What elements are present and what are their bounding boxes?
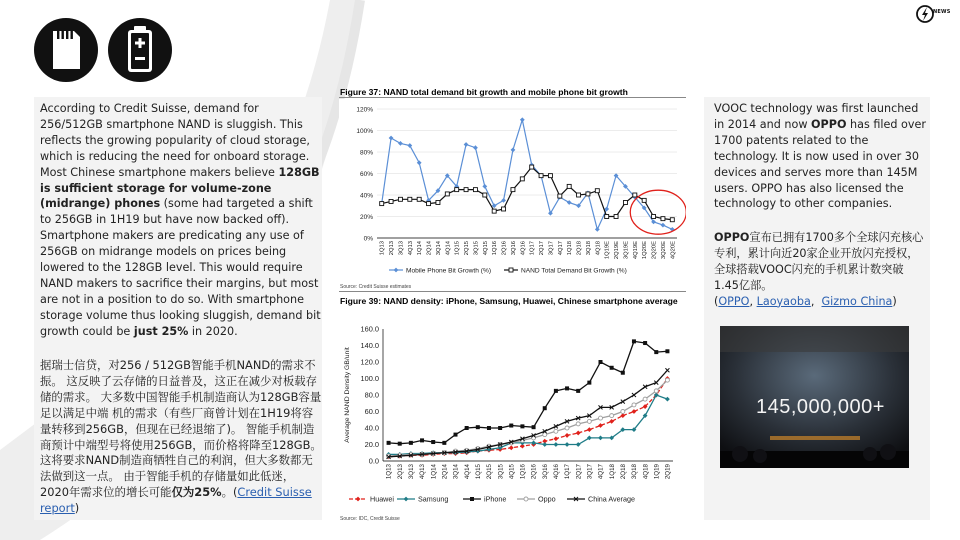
y-tick-label: 100.0 <box>360 374 379 383</box>
data-point <box>587 427 592 432</box>
legend-marker <box>524 497 528 501</box>
data-point <box>427 202 431 206</box>
x-tick-label: 4Q18 <box>642 464 650 480</box>
x-tick-label: 4Q16 <box>553 464 561 480</box>
data-point <box>565 442 570 447</box>
right-en-segment: has filed over 1700 patents related to the technology. It is now used in over 30 devices and serves more than 145M users. OPPO has also licensed the technology to other companies. <box>714 117 926 211</box>
x-tick-label: 2Q13 <box>389 241 396 256</box>
x-tick-label: 1Q19E <box>604 241 611 260</box>
data-point <box>548 211 553 216</box>
data-point <box>632 393 636 397</box>
data-point <box>554 429 558 433</box>
data-point <box>502 207 506 211</box>
data-point <box>542 442 547 447</box>
x-tick-label: 4Q15 <box>482 241 489 256</box>
figure-37-source: Source: Credit Suisse estimates <box>340 284 412 290</box>
series-line <box>389 379 668 457</box>
data-point <box>487 426 491 430</box>
x-tick-label: 3Q15 <box>497 464 505 480</box>
data-point <box>576 389 580 393</box>
left-en-segment: in 2020. <box>188 324 238 338</box>
legend-label: China Average <box>588 494 636 504</box>
series-line <box>389 370 668 457</box>
legend-marker <box>356 497 361 502</box>
data-point <box>520 424 524 428</box>
data-point <box>665 349 669 353</box>
data-point <box>621 410 625 414</box>
data-point <box>576 431 581 436</box>
data-point <box>454 433 458 437</box>
data-point <box>482 184 487 189</box>
data-point <box>543 406 547 410</box>
data-point <box>661 217 665 221</box>
x-tick-label: 2Q16 <box>501 241 508 256</box>
users-count-text: 145,000,000+ <box>756 396 885 418</box>
data-point <box>610 414 614 418</box>
x-tick-label: 1Q19 <box>653 464 661 480</box>
data-point <box>509 424 513 428</box>
y-tick-label: 140.0 <box>360 341 379 350</box>
data-point <box>595 227 600 232</box>
data-point <box>509 445 514 450</box>
data-point <box>455 188 459 192</box>
data-point <box>665 368 669 372</box>
data-point <box>398 442 402 446</box>
x-tick-label: 3Q15 <box>473 241 480 256</box>
y-axis-title: Average NAND Density GB/unit <box>344 347 351 443</box>
data-point <box>408 197 412 201</box>
data-point <box>436 201 440 205</box>
data-point <box>483 193 487 197</box>
left-en-segment: 128GB is sufficient storage for volume-zone (midrange) phones <box>40 165 320 211</box>
x-tick-label: 3Q16 <box>541 464 549 480</box>
right-zh-segment: 宣布已拥有1700多个全球闪充核心专利，累计向近20家企业开放闪充授权，全球搭载VOOC闪充的手机累计数突破1.45亿部。 <box>714 231 924 292</box>
x-tick-label: 3Q16 <box>510 241 517 256</box>
data-point <box>465 426 469 430</box>
left-en-segment: just 25% <box>133 324 189 338</box>
data-point <box>532 425 536 429</box>
data-point <box>652 215 656 219</box>
data-point <box>464 142 469 147</box>
right-chinese-text <box>714 231 923 292</box>
data-point <box>476 425 480 429</box>
data-point <box>598 423 603 428</box>
data-point <box>417 197 421 201</box>
data-point <box>420 438 424 442</box>
data-point <box>473 145 478 150</box>
y-tick-label: 60.0 <box>364 407 379 416</box>
right-zh-segment: OPPO <box>714 231 750 244</box>
x-tick-label: 1Q17 <box>564 464 572 480</box>
x-tick-label: 1Q15 <box>474 464 482 480</box>
x-tick-label: 3Q19E <box>623 241 630 260</box>
data-point <box>565 426 569 430</box>
data-point <box>577 193 581 197</box>
left-zh-segment: 。( <box>221 485 238 500</box>
data-point <box>553 442 558 447</box>
news-logo-text: NEWS <box>933 9 951 15</box>
x-tick-label: 4Q13 <box>419 464 427 480</box>
data-point <box>642 198 646 202</box>
data-point <box>520 177 524 181</box>
data-point <box>530 165 534 169</box>
left-chinese-text <box>40 358 322 499</box>
x-tick-label: 2Q18 <box>576 241 583 256</box>
left-text-panel <box>34 97 322 520</box>
x-tick-label: 1Q14 <box>417 241 424 256</box>
legend-marker <box>509 268 513 272</box>
x-tick-label: 4Q19E <box>632 241 639 260</box>
figure-39-legend <box>349 495 635 504</box>
x-tick-label: 4Q14 <box>463 464 471 480</box>
series-samsung <box>386 393 670 457</box>
data-point <box>398 141 403 146</box>
right-en-segment: OPPO <box>811 117 847 131</box>
data-point <box>632 339 636 343</box>
laoyaoba-link[interactable]: Laoyaoba <box>756 294 811 308</box>
data-point <box>605 215 609 219</box>
data-point <box>553 436 558 441</box>
data-point <box>567 200 572 205</box>
oppo-link[interactable]: OPPO <box>718 294 750 308</box>
data-point <box>614 215 618 219</box>
x-tick-label: 4Q17 <box>557 241 564 256</box>
left-en-segment: According to Credit Suisse, demand for 256/512GB smartphone NAND is sluggish. This reflects the growing popularity of cloud storage, which is reducing the need for onboard storage. Most Chinese smartphone makers believe <box>40 102 310 179</box>
oppo-event-photo <box>720 326 909 468</box>
data-point <box>389 136 394 141</box>
data-point <box>665 378 669 382</box>
data-point <box>598 436 603 441</box>
data-point <box>665 397 670 402</box>
figure-37-bottom-rule <box>339 291 686 292</box>
x-tick-label: 2Q17 <box>539 241 546 256</box>
y-tick-label: 0% <box>363 235 373 243</box>
figure-37-chart <box>339 99 686 283</box>
y-tick-label: 80.0 <box>364 390 379 400</box>
y-tick-label: 40% <box>359 192 373 200</box>
x-tick-label: 2Q15 <box>486 464 494 480</box>
data-point <box>464 188 468 192</box>
legend-marker <box>394 268 399 273</box>
data-point <box>661 223 666 228</box>
data-point <box>565 386 569 390</box>
figure-37-top-rule <box>339 97 686 98</box>
x-tick-label: 1Q13 <box>385 464 393 480</box>
highlight-circle <box>630 190 686 234</box>
x-tick-label: 1Q14 <box>430 464 438 480</box>
data-point <box>565 433 570 438</box>
x-tick-label: 4Q14 <box>445 241 452 256</box>
x-tick-label: 3Q13 <box>398 241 405 256</box>
x-tick-label: 2Q20E <box>651 241 658 260</box>
data-point <box>599 360 603 364</box>
data-point <box>576 422 580 426</box>
x-tick-label: 3Q18 <box>631 464 639 480</box>
legend-label: Samsung <box>418 494 449 504</box>
data-point <box>567 184 571 188</box>
right-chinese-paragraph: OPPO宣布已拥有1700多个全球闪充核心专利，累计向近20家企业开放闪充授权，全球搭载VOOC闪充的手机累计数突破1.45亿部。 (OPPO, Laoyaoba, Gizmo China) <box>714 231 924 308</box>
y-tick-label: 100% <box>356 128 373 135</box>
data-point <box>498 426 502 430</box>
series-line <box>389 341 668 443</box>
sd-card-icon <box>34 18 98 82</box>
y-tick-label: 20% <box>359 214 373 221</box>
data-point <box>587 419 591 423</box>
x-tick-label: 1Q17 <box>529 241 536 256</box>
y-tick-label: 60% <box>359 171 373 178</box>
x-tick-label: 2Q19E <box>614 241 621 260</box>
left-english-paragraph <box>40 101 322 340</box>
x-tick-label: 4Q17 <box>597 464 605 480</box>
x-tick-label: 1Q13 <box>379 241 386 256</box>
x-tick-label: 2Q16 <box>530 464 538 480</box>
data-point <box>643 341 647 345</box>
data-point <box>632 403 636 407</box>
legend-label: NAND Total Demand Bit Growth (%) <box>521 267 627 275</box>
data-point <box>389 199 393 203</box>
x-tick-label: 3Q13 <box>408 464 416 480</box>
data-point <box>643 397 647 401</box>
x-tick-label: 3Q14 <box>435 241 442 256</box>
x-tick-label: 4Q13 <box>407 241 414 256</box>
battery-icon <box>108 18 172 82</box>
figure-39-chart <box>339 319 686 515</box>
x-tick-label: 2Q14 <box>441 464 449 480</box>
data-point <box>654 389 658 393</box>
data-point <box>599 416 603 420</box>
legend-label: iPhone <box>484 494 507 504</box>
data-point <box>387 441 391 445</box>
x-tick-label: 4Q18 <box>595 241 602 256</box>
x-tick-label: 4Q20E <box>670 241 677 260</box>
data-point <box>623 201 627 205</box>
series-oppo <box>387 378 670 458</box>
data-point <box>621 371 625 375</box>
data-point <box>609 419 614 424</box>
x-tick-label: 2Q13 <box>396 464 404 480</box>
x-tick-label: 2Q14 <box>426 241 433 256</box>
x-tick-label: 3Q20E <box>660 241 667 260</box>
x-tick-label: 4Q15 <box>508 464 516 480</box>
closing-paren: ) <box>74 501 80 516</box>
data-point <box>511 188 515 192</box>
data-point <box>501 198 506 203</box>
legend-marker <box>470 497 474 501</box>
y-tick-label: 0.0 <box>368 456 379 466</box>
series-huawei <box>386 376 670 459</box>
right-english-paragraph <box>714 101 926 212</box>
x-tick-label: 3Q17 <box>548 241 555 256</box>
data-point <box>407 143 412 148</box>
data-point <box>445 192 449 196</box>
legend-marker <box>404 497 409 502</box>
data-point <box>380 202 384 206</box>
data-point <box>558 194 562 198</box>
y-tick-label: 120.0 <box>360 357 379 367</box>
x-tick-label: 2Q17 <box>575 464 583 480</box>
x-tick-label: 1Q20E <box>642 241 649 260</box>
data-point <box>633 193 637 197</box>
figure-37-title: Figure 37: NAND total demand bit growth and mobile phone bit growth <box>340 87 628 97</box>
data-point <box>539 174 543 178</box>
data-point <box>417 160 422 165</box>
data-point <box>398 197 402 201</box>
y-tick-label: 160.0 <box>360 324 379 334</box>
data-point <box>654 350 658 354</box>
figure-39-title: Figure 39: NAND density: iPhone, Samsung, Huawei, Chinese smartphone average <box>340 296 678 306</box>
data-point <box>548 174 552 178</box>
data-point <box>431 440 435 444</box>
data-point <box>595 189 599 193</box>
series-line <box>382 120 673 230</box>
y-tick-label: 40.0 <box>364 423 379 433</box>
data-point <box>409 441 413 445</box>
legend-label: Oppo <box>538 494 556 504</box>
series-line <box>382 167 673 220</box>
data-point <box>670 218 674 222</box>
y-tick-label: 120% <box>356 106 373 114</box>
x-tick-label: 4Q16 <box>520 241 527 256</box>
right-en-segment: VOOC technology was first launched in 2014 and now <box>714 102 919 131</box>
legend-label: Mobile Phone Bit Growth (%) <box>406 267 492 275</box>
x-tick-label: 3Q18 <box>585 241 592 256</box>
credit-suisse-report-link[interactable]: Credit Suisse report <box>40 485 312 516</box>
x-tick-label: 2Q19 <box>664 464 672 480</box>
x-tick-label: 1Q18 <box>608 464 616 480</box>
y-tick-label: 80% <box>359 149 373 157</box>
x-tick-label: 1Q16 <box>519 464 527 480</box>
x-tick-label: 1Q16 <box>492 241 499 256</box>
x-tick-label: 3Q17 <box>586 464 594 480</box>
y-tick-label: 20.0 <box>364 440 379 449</box>
data-point <box>610 366 614 370</box>
data-point <box>632 409 637 414</box>
x-tick-label: 2Q18 <box>619 464 627 480</box>
gizmo-china-link[interactable]: Gizmo China <box>821 294 893 308</box>
data-point <box>587 381 591 385</box>
left-en-segment: (some had targeted a shift to 256GB in 1H19 but have now backed off). Smartphone makers are predicating any use of 256GB on midrange models on prices being lowered to the 128GB level. This would require NAND makers to sacrifice their margins, but most are not in a position to do so. With smartphone storage volume thus looking sluggish, demand bit growth could be <box>40 197 321 338</box>
x-tick-label: 1Q18 <box>567 241 574 256</box>
data-point <box>586 192 590 196</box>
data-point <box>554 389 558 393</box>
data-point <box>511 147 516 152</box>
data-point <box>442 441 446 445</box>
legend-label: Huawei <box>370 494 394 504</box>
left-zh-segment: 仅为25% <box>171 485 222 500</box>
data-point <box>492 209 496 213</box>
x-tick-label: 1Q15 <box>454 241 461 256</box>
x-tick-label: 2Q15 <box>464 241 471 256</box>
figure-39-source: Source: IDC, Credit Suisse <box>340 516 400 522</box>
x-tick-label: 3Q14 <box>452 464 460 480</box>
series-line <box>389 380 668 456</box>
left-zh-segment: 据瑞士信贷，对256 / 512GB智能手机NAND的需求不振。 这反映了云存储的日益普及，这正在减少对板载存储的需求。 大多数中国智能手机制造商认为128GB容量足以满足中端 机的需求（有些厂商曾计划在1H19将容量转移到256GB，但现在已经退缩了)。 智能手机制造商预计中端型号将使用256GB，而价格将降至128GB。 这将要求NAND制造商牺牲自己的利润，但大多数都无法做到这一点。 由于智能手机的存储量如此低迷，2020年需求位的增长可能 <box>40 358 322 500</box>
data-point <box>473 188 477 192</box>
data-point <box>520 117 525 122</box>
figure-37-legend <box>389 268 627 275</box>
left-chinese-paragraph <box>40 358 322 517</box>
